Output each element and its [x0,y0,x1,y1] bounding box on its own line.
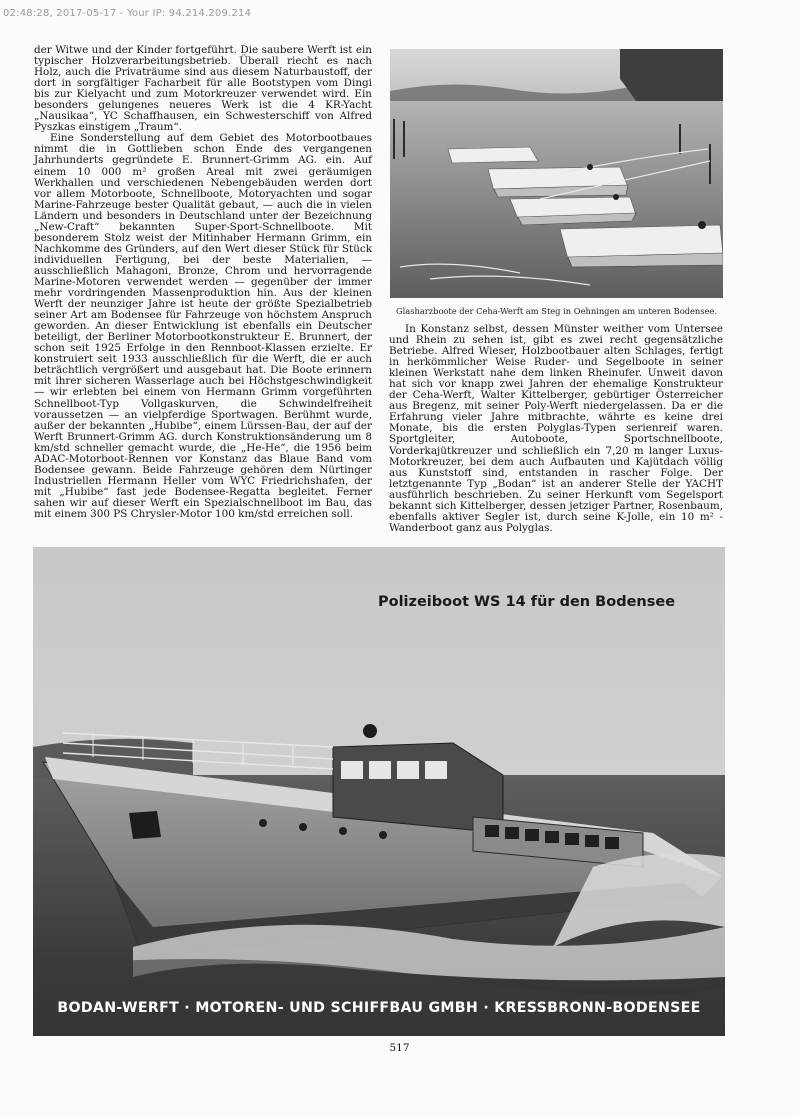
advert-title: Polizeiboot WS 14 für den Bodensee [378,594,676,610]
paragraph: der Witwe und der Kinder fortgeführt. Die saubere Werft ist ein typischer Holzverarbeitungsbetrieb. Überall riecht es nach Holz, auch die Privaträume sind aus diesem Naturbaustoff, der dort in sorgfältiger Facharbeit für alle Bootstypen vom Dingi bis zur Kielyacht und zum Motorkreuzer verwendet wird. Ein besonders gelungenes neueres Werk ist die 4 KR-Yacht „Nausikaa“, YC Schaffhausen, ein Schwesterschiff von Alfred Pyszkas einstigem „Traum“. [34,44,372,134]
photo-ceha-boats [390,49,723,298]
photo-caption: Glasharzboote der Ceha-Werft am Steg in Oehningen am unteren Bodensee. [396,306,717,316]
article-right-column [389,324,723,534]
advert-footer: BODAN-WERFT · MOTOREN- UND SCHIFFBAU GMBH · KRESSBRONN-BODENSEE [57,1000,701,1016]
paragraph: In Konstanz selbst, dessen Münster weither vom Untersee und Rhein zu sehen ist, gibt es zwei recht gegensätzliche Betriebe. Alfred Wieser, Holzbootbauer alten Schlages, fertigt in herkömmlicher Weise Ruder- und Segelboote in seiner kleinen Werkstatt nahe dem linken Rheinufer. Unweit davon hat sich vor knapp zwei Jahren der ehemalige Konstrukteur der Ceha-Werft, Walter Kittelberger, gebürtiger Österreicher aus Bregenz, mit seiner Poly-Werft niedergelassen. Da er die Erfahrung vieler Jahre mitbrachte, währte es keine drei Monate, bis die ersten Polyglas-Typen serienreif waren. Sportgleiter, Autoboote, Sportschnellboote, Vorderkajütkreuzer und schließlich ein 7,20 m langer Luxus-Motorkreuzer, bei dem auch Aufbauten und Kajütdach völlig aus Kunststoff sind, entstanden in rascher Folge. Der letztgenannte Typ „Bodan“ ist an anderer Stelle der YACHT ausführlich beschrieben. Zu seiner Herkunft vom Segelsport bekannt sich Kittelberger, dessen jetziger Partner, Rosenbaum, ebenfalls aktiver Segler ist, durch seine K-Jolle, ein 10 m² - Wanderboot ganz aus Polyglas. [389,323,723,534]
advert-photo-police-boat [33,547,725,1036]
download-stamp: 02:48:28, 2017-05-17 - Your IP: 94.214.209.214 [3,8,252,19]
article-left-column [34,45,372,520]
paragraph: Eine Sonderstellung auf dem Gebiet des Motorbootbaues nimmt die in Gottlieben schon Ende des vergangenen Jahrhunderts gegründete E. Brunnert-Grimm AG. ein. Auf einem 10 000 m² großen Areal mit zwei geräumigen Werkhallen und verschiedenen Nebengebäuden werden dort vor allem Motorboote, Schnellboote, Motoryachten und sogar Marine-Fahrzeuge bester Qualität gebaut, — auch die in vielen Ländern und besonders in Deutschland unter der Bezeichnung „New-Craft“ bekannten Super-Sport-Schnellboote. Mit besonderem Stolz weist der Mitinhaber Hermann Grimm, ein Nachkomme des Gründers, auf den Wert dieser Stück für Stück individuellen Fertigung, bei der beste Materialien, — ausschließlich Mahagoni, Bronze, Chrom und hervorragende Marine-Motoren verwendet werden — gegenüber der immer mehr vordringenden Massenproduktion hin. Aus der kleinen Werft der neunziger Jahre ist heute der größte Spezialbetrieb seiner Art am Bodensee für Fahrzeuge von höchstem Anspruch geworden. An dieser Entwicklung ist ebenfalls ein Deutscher beteiligt, der Berliner Motorbootkonstrukteur E. Brunnert, der schon seit 1925 Erfolge in den Rennboot-Klassen erzielte. Er konstruiert seit 1933 ausschließlich für die Werft, die er auch beträchtlich vergrößert und ausgebaut hat. Die Boote erinnern mit ihrer sicheren Wasserlage auch bei Höchstgeschwindigkeit — wir erlebten bei einem von Hermann Grimm vorgeführten Schnellboot-Typ Vollgaskurven, die Schwindelfreiheit voraussetzen — an vielpferdige Sportwagen. Berühmt wurde, außer der bekannten „Hubibe“, einem Lürssen-Bau, der auf der Werft Brunnert-Grimm AG. durch Konstruktionsänderung um 8 km/std schneller gemacht wurde, die „He-He“, die 1956 beim ADAC-Motorboot-Rennen vor Konstanz das Blaue Band vom Bodensee gewann. Beide Fahrzeuge gehören dem Nürtinger Industriellen Hermann Heller vom WYC Friedrichshafen, der mit „Hubibe“ fast jede Bodensee-Regatta begleitet. Ferner sahen wir auf dieser Werft ein Spezialschnellboot im Bau, das mit einem 300 PS Chrysler-Motor 100 km/std erreichen soll. [34,132,372,520]
page-number: 517 [389,1042,410,1054]
